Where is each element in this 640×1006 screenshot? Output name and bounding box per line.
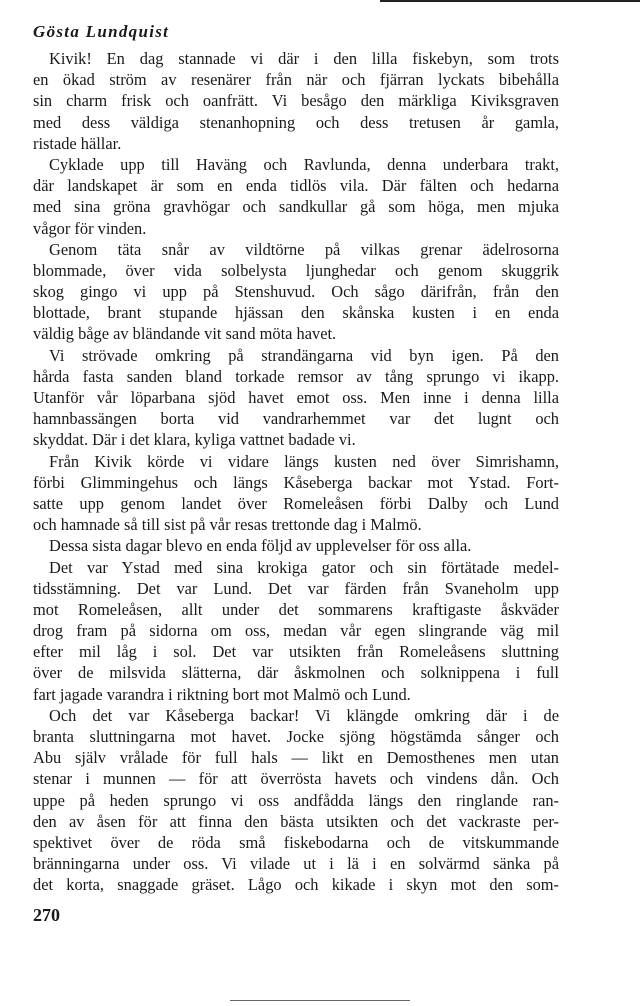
text-line: väldig båge av bländande vit sand möta havet. [33,324,337,344]
text-line: branta sluttningarna mot havet. Jocke sjöng högstämda sånger och [33,727,559,746]
text-line: vågor för vinden. [33,218,147,238]
text-line: Kivik! En dag stannade vi där i den lilla fiskebyn, som trots [49,49,559,68]
text-line: sin charm frisk och oanfrätt. Vi besågo den märkliga Kiviksgraven [33,91,559,111]
text-line: satte upp genom landet över Romeleåsen förbi Dalby och Lund [33,493,559,513]
text-line: fart jagade varandra i riktning bort mot Malmö och Lund. [33,684,411,704]
page-number: 270 [33,905,60,925]
text-line: bränningarna under oss. Vi vilade ut i lä i en solvärmd sänka på [33,854,559,874]
text-line: drog fram på sidorna om oss, medan vår egen slingrande väg mil [33,621,559,641]
text-line: Utanför vår löparbana sjöd havet emot oss. Men inne i denna lilla [33,388,559,407]
text-line: det korta, snaggade gräset. Lågo och kikade i skyn mot den som- [33,875,559,895]
text-line: och hamnade så till sist på vår resas trettonde dag i Malmö. [33,515,422,535]
text-line: med sina gröna gravhögar och sandkullar gå som höga, men mjuka [33,197,559,217]
text-line: skyddat. Där i det klara, kyliga vattnet badade vi. [33,430,356,450]
text-line: Genom täta snår av vildtörne på vilkas grenar ädelrosorna [49,239,559,259]
body-text [33,48,559,896]
text-line: Abu själv vrålade för full hals — likt en Demosthenes men utan [33,748,559,768]
text-line: Och det var Kåseberga backar! Vi klängde omkring där i de [49,705,559,725]
text-line: stenar i munnen — för att överrösta havets och vindens dån. Och [33,769,559,789]
text-line: Det var Ystad med sina krokiga gator och sin förtätade medel- [49,557,559,577]
text-line: Cyklade upp till Haväng och Ravlunda, denna underbara trakt, [49,154,559,174]
text-line: spektivet över de röda små fiskebodarna och de vitskummande [33,832,559,852]
text-line: efter mil låg i sol. Det var utsikten från Romeleåsens sluttning [33,642,559,662]
text-line: mot Romeleåsen, allt under det sommarens kraftigaste åskväder [33,599,559,619]
paragraph [33,345,559,451]
paragraph [33,535,559,556]
text-line: den av åsen för att finna den bästa utsikten och det vackraste per- [33,811,559,831]
paragraph [33,705,559,896]
top-rule [380,0,640,2]
paragraph [33,239,559,345]
paragraph [33,557,559,705]
running-header: Gösta Lundquist [33,22,170,41]
text-line: en ökad ström av resenärer från när och fjärran lyckats bibehålla [33,70,559,90]
text-line: över de milsvida slätterna, där åskmolnen och solknippena i full [33,663,559,683]
text-line: uppe på heden sprungo vi oss andfådda längs den ringlande ran- [33,790,559,810]
bottom-rule [230,1000,410,1001]
text-line: skog gingo vi upp på Stenshuvud. Och sågo därifrån, från den [33,282,559,302]
text-line: där landskapet är som en enda tidlös vila. Där fälten och hedarna [33,176,559,196]
text-line: Från Kivik körde vi vidare längs kusten ned över Simrishamn, [49,451,559,471]
text-line: hårda fasta sanden bland torkade remsor av tång sprungo vi ikapp. [33,366,559,386]
text-line: förbi Glimmingehus och längs Kåseberga backar mot Ystad. Fort- [33,472,559,492]
text-line: Dessa sista dagar blevo en enda följd av upplevelser för oss alla. [49,536,472,556]
text-line: hamnbassängen borta vid vandrarhemmet var det lugnt och [33,409,559,429]
paragraph [33,48,559,154]
text-line: Vi strövade omkring på strandängarna vid byn igen. På den [49,345,559,365]
text-line: med dess väldiga stenanhopning och dess tretusen år gamla, [33,112,559,132]
text-line: blommade, över vida solbelysta ljunghedar och genom skuggrik [33,260,559,280]
text-line: tidsstämning. Det var Lund. Det var färden från Svaneholm upp [33,578,559,598]
text-line: ristade hällar. [33,133,122,153]
text-line: blottade, brant stupande hjässan den skånska kusten i en enda [33,303,559,323]
paragraph [33,154,559,239]
paragraph [33,451,559,536]
